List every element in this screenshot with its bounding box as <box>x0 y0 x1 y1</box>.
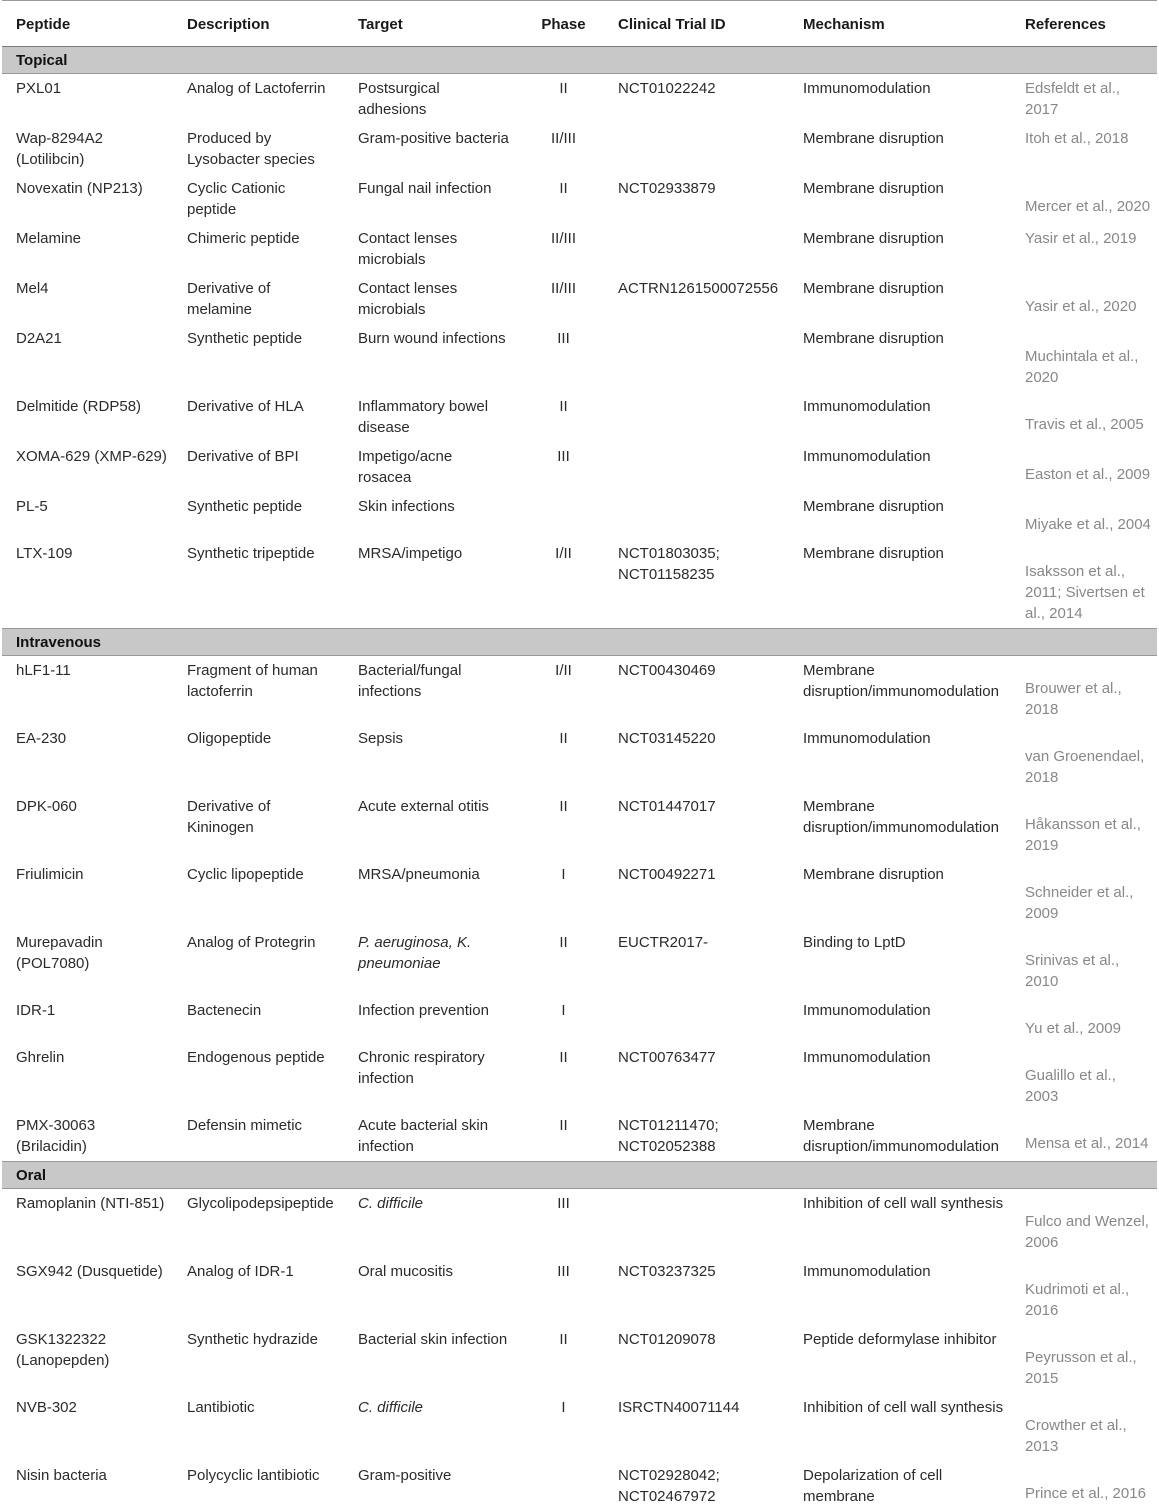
cell-peptide: Ghrelin <box>2 1043 173 1111</box>
header-references: References <box>1011 1 1157 47</box>
cell-reference <box>1011 124 1157 174</box>
cell-phase <box>515 1461 604 1511</box>
reference-text: Srinivas et al., 2010 <box>1025 950 1151 992</box>
cell-peptide: Murepavadin (POL7080) <box>2 928 173 996</box>
cell-trial-id <box>604 392 789 442</box>
reference-text: Fulco and Wenzel, 2006 <box>1025 1211 1151 1253</box>
cell-mechanism: Membrane disruption <box>789 224 1011 274</box>
reference-text: Gualillo et al., 2003 <box>1025 1065 1151 1107</box>
cell-trial-id: EUCTR2017- <box>604 928 789 996</box>
cell-mechanism: Immunomodulation <box>789 996 1011 1043</box>
cell-reference <box>1011 539 1157 629</box>
header-description: Description <box>173 1 344 47</box>
cell-target: Postsurgical adhesions <box>344 74 515 125</box>
cell-mechanism: Membrane disruption <box>789 492 1011 539</box>
reference-text: Peyrusson et al., 2015 <box>1025 1347 1151 1389</box>
table-row <box>2 1189 1157 1258</box>
table-row <box>2 928 1157 996</box>
table-row <box>2 1325 1157 1393</box>
cell-reference <box>1011 1189 1157 1258</box>
cell-trial-id: NCT00492271 <box>604 860 789 928</box>
cell-reference <box>1011 74 1157 125</box>
table-row <box>2 324 1157 392</box>
cell-reference <box>1011 1461 1157 1511</box>
cell-trial-id <box>604 124 789 174</box>
cell-description: Synthetic peptide <box>173 492 344 539</box>
cell-target: Gram-positive <box>344 1461 515 1511</box>
table-row <box>2 224 1157 274</box>
cell-mechanism: Membrane disruption <box>789 174 1011 224</box>
cell-peptide: LTX-109 <box>2 539 173 629</box>
cell-peptide: Mel4 <box>2 274 173 324</box>
header-mechanism: Mechanism <box>789 1 1011 47</box>
cell-target: Oral mucositis <box>344 1257 515 1325</box>
header-trial-id: Clinical Trial ID <box>604 1 789 47</box>
cell-target: MRSA/pneumonia <box>344 860 515 928</box>
cell-peptide: Nisin bacteria <box>2 1461 173 1511</box>
header-phase: Phase <box>515 1 604 47</box>
cell-description: Fragment of human lactoferrin <box>173 656 344 725</box>
reference-text: Easton et al., 2009 <box>1025 464 1151 485</box>
section-label: Oral <box>2 1162 1157 1189</box>
reference-text: Itoh et al., 2018 <box>1025 128 1151 149</box>
cell-phase: I <box>515 1393 604 1461</box>
cell-peptide: Friulimicin <box>2 860 173 928</box>
cell-phase: II <box>515 174 604 224</box>
table-row <box>2 1257 1157 1325</box>
cell-peptide: EA-230 <box>2 724 173 792</box>
cell-trial-id: NCT01209078 <box>604 1325 789 1393</box>
cell-description: Chimeric peptide <box>173 224 344 274</box>
cell-description: Derivative of Kininogen <box>173 792 344 860</box>
cell-phase: II <box>515 724 604 792</box>
cell-phase: III <box>515 1257 604 1325</box>
cell-target: Inflammatory bowel disease <box>344 392 515 442</box>
cell-peptide: Delmitide (RDP58) <box>2 392 173 442</box>
section-row-oral <box>2 1162 1157 1189</box>
cell-target: MRSA/impetigo <box>344 539 515 629</box>
reference-text: Miyake et al., 2004 <box>1025 514 1151 535</box>
cell-target: C. difficile <box>344 1393 515 1461</box>
cell-description: Produced by Lysobacter species <box>173 124 344 174</box>
cell-mechanism: Membrane disruption <box>789 324 1011 392</box>
reference-text: Prince et al., 2016 <box>1025 1483 1151 1504</box>
cell-reference <box>1011 928 1157 996</box>
cell-target: Contact lenses microbials <box>344 274 515 324</box>
section-row-intravenous <box>2 629 1157 656</box>
table-row <box>2 492 1157 539</box>
cell-description: Synthetic peptide <box>173 324 344 392</box>
cell-trial-id: NCT02928042; NCT02467972 <box>604 1461 789 1511</box>
cell-phase: II <box>515 1111 604 1162</box>
cell-target: Burn wound infections <box>344 324 515 392</box>
cell-trial-id: NCT01022242 <box>604 74 789 125</box>
cell-description: Lantibiotic <box>173 1393 344 1461</box>
cell-description: Analog of IDR-1 <box>173 1257 344 1325</box>
cell-reference <box>1011 1325 1157 1393</box>
cell-reference <box>1011 224 1157 274</box>
cell-trial-id: NCT00763477 <box>604 1043 789 1111</box>
table-row <box>2 1111 1157 1162</box>
cell-phase <box>515 492 604 539</box>
cell-trial-id: NCT01211470; NCT02052388 <box>604 1111 789 1162</box>
cell-target: Contact lenses microbials <box>344 224 515 274</box>
cell-mechanism: Inhibition of cell wall synthesis <box>789 1189 1011 1258</box>
table-row <box>2 724 1157 792</box>
cell-mechanism: Membrane disruption <box>789 124 1011 174</box>
reference-text: Crowther et al., 2013 <box>1025 1415 1151 1457</box>
cell-phase: II <box>515 928 604 996</box>
cell-trial-id <box>604 324 789 392</box>
cell-mechanism: Immunomodulation <box>789 1043 1011 1111</box>
cell-phase: II/III <box>515 274 604 324</box>
cell-description: Bactenecin <box>173 996 344 1043</box>
cell-phase: II <box>515 74 604 125</box>
cell-peptide: Melamine <box>2 224 173 274</box>
cell-description: Glycolipodepsipeptide <box>173 1189 344 1258</box>
table-row <box>2 74 1157 125</box>
cell-target: Impetigo/acne rosacea <box>344 442 515 492</box>
cell-phase: III <box>515 1189 604 1258</box>
reference-text: Kudrimoti et al., 2016 <box>1025 1279 1151 1321</box>
cell-target: Acute external otitis <box>344 792 515 860</box>
cell-reference <box>1011 274 1157 324</box>
cell-phase: II/III <box>515 124 604 174</box>
cell-description: Derivative of HLA <box>173 392 344 442</box>
cell-reference <box>1011 492 1157 539</box>
header-row <box>2 1 1157 47</box>
reference-text: Muchintala et al., 2020 <box>1025 346 1151 388</box>
reference-text: Schneider et al., 2009 <box>1025 882 1151 924</box>
cell-trial-id <box>604 224 789 274</box>
cell-mechanism: Membrane disruption/immunomodulation <box>789 1111 1011 1162</box>
cell-peptide: PMX-30063 (Brilacidin) <box>2 1111 173 1162</box>
cell-mechanism: Membrane disruption <box>789 539 1011 629</box>
header-peptide: Peptide <box>2 1 173 47</box>
cell-target: Sepsis <box>344 724 515 792</box>
cell-peptide: NVB-302 <box>2 1393 173 1461</box>
cell-reference <box>1011 1111 1157 1162</box>
cell-reference <box>1011 174 1157 224</box>
cell-description: Analog of Lactoferrin <box>173 74 344 125</box>
cell-reference <box>1011 996 1157 1043</box>
cell-phase: III <box>515 324 604 392</box>
cell-trial-id: NCT00430469 <box>604 656 789 725</box>
cell-peptide: PXL01 <box>2 74 173 125</box>
table-row <box>2 392 1157 442</box>
cell-reference <box>1011 1393 1157 1461</box>
cell-description: Defensin mimetic <box>173 1111 344 1162</box>
cell-target: Fungal nail infection <box>344 174 515 224</box>
table-row <box>2 174 1157 224</box>
table-row <box>2 442 1157 492</box>
cell-peptide: Wap-8294A2 (Lotilibcin) <box>2 124 173 174</box>
cell-trial-id: NCT02933879 <box>604 174 789 224</box>
cell-phase: III <box>515 442 604 492</box>
cell-reference <box>1011 392 1157 442</box>
cell-mechanism: Immunomodulation <box>789 392 1011 442</box>
peptide-table <box>2 0 1157 1511</box>
table-row <box>2 1393 1157 1461</box>
cell-target: Gram-positive bacteria <box>344 124 515 174</box>
cell-mechanism: Immunomodulation <box>789 1257 1011 1325</box>
cell-peptide: hLF1-11 <box>2 656 173 725</box>
cell-peptide: SGX942 (Dusquetide) <box>2 1257 173 1325</box>
reference-text: Mensa et al., 2014 <box>1025 1133 1151 1154</box>
reference-text: Edsfeldt et al., 2017 <box>1025 78 1151 120</box>
cell-trial-id <box>604 442 789 492</box>
cell-peptide: DPK-060 <box>2 792 173 860</box>
cell-description: Derivative of BPI <box>173 442 344 492</box>
cell-target: Acute bacterial skin infection <box>344 1111 515 1162</box>
cell-phase: I <box>515 996 604 1043</box>
cell-description: Polycyclic lantibiotic <box>173 1461 344 1511</box>
cell-peptide: IDR-1 <box>2 996 173 1043</box>
cell-peptide: PL-5 <box>2 492 173 539</box>
cell-target: Skin infections <box>344 492 515 539</box>
cell-mechanism: Peptide deformylase inhibitor <box>789 1325 1011 1393</box>
reference-text: Isaksson et al., 2011; Sivertsen et al., 2014 <box>1025 561 1151 624</box>
cell-description: Derivative of melamine <box>173 274 344 324</box>
cell-reference <box>1011 656 1157 725</box>
cell-mechanism: Membrane disruption <box>789 274 1011 324</box>
cell-description: Oligopeptide <box>173 724 344 792</box>
cell-reference <box>1011 792 1157 860</box>
cell-peptide: Novexatin (NP213) <box>2 174 173 224</box>
cell-mechanism: Immunomodulation <box>789 442 1011 492</box>
cell-target: Bacterial skin infection <box>344 1325 515 1393</box>
cell-reference <box>1011 324 1157 392</box>
reference-text: Brouwer et al., 2018 <box>1025 678 1151 720</box>
cell-trial-id <box>604 996 789 1043</box>
cell-trial-id: NCT03145220 <box>604 724 789 792</box>
table-row <box>2 1461 1157 1511</box>
section-label: Intravenous <box>2 629 1157 656</box>
cell-peptide: Ramoplanin (NTI-851) <box>2 1189 173 1258</box>
header-target: Target <box>344 1 515 47</box>
cell-description: Cyclic lipopeptide <box>173 860 344 928</box>
cell-phase: I/II <box>515 656 604 725</box>
table-row <box>2 274 1157 324</box>
section-label: Topical <box>2 47 1157 74</box>
cell-trial-id <box>604 492 789 539</box>
table-row <box>2 124 1157 174</box>
cell-trial-id <box>604 1189 789 1258</box>
cell-target: Bacterial/fungal infections <box>344 656 515 725</box>
section-row-topical <box>2 47 1157 74</box>
reference-text: Yasir et al., 2020 <box>1025 296 1151 317</box>
cell-reference <box>1011 1257 1157 1325</box>
table-row <box>2 1043 1157 1111</box>
cell-trial-id: ACTRN1261500072556 <box>604 274 789 324</box>
cell-phase: II/III <box>515 224 604 274</box>
cell-reference <box>1011 860 1157 928</box>
cell-peptide: D2A21 <box>2 324 173 392</box>
cell-trial-id: ISRCTN40071144 <box>604 1393 789 1461</box>
cell-description: Synthetic tripeptide <box>173 539 344 629</box>
cell-description: Endogenous peptide <box>173 1043 344 1111</box>
cell-mechanism: Membrane disruption/immunomodulation <box>789 656 1011 725</box>
cell-target: C. difficile <box>344 1189 515 1258</box>
cell-target: P. aeruginosa, K. pneumoniae <box>344 928 515 996</box>
cell-peptide: XOMA-629 (XMP-629) <box>2 442 173 492</box>
cell-mechanism: Depolarization of cell membrane <box>789 1461 1011 1511</box>
cell-mechanism: Inhibition of cell wall synthesis <box>789 1393 1011 1461</box>
cell-trial-id: NCT01803035; NCT01158235 <box>604 539 789 629</box>
cell-description: Cyclic Cationic peptide <box>173 174 344 224</box>
cell-trial-id: NCT03237325 <box>604 1257 789 1325</box>
cell-reference <box>1011 1043 1157 1111</box>
table-row <box>2 792 1157 860</box>
cell-mechanism: Immunomodulation <box>789 74 1011 125</box>
table-row <box>2 539 1157 629</box>
cell-target: Infection prevention <box>344 996 515 1043</box>
cell-phase: II <box>515 392 604 442</box>
cell-mechanism: Immunomodulation <box>789 724 1011 792</box>
cell-target: Chronic respiratory infection <box>344 1043 515 1111</box>
cell-phase: I <box>515 860 604 928</box>
cell-mechanism: Binding to LptD <box>789 928 1011 996</box>
reference-text: Yasir et al., 2019 <box>1025 228 1151 249</box>
reference-text: Travis et al., 2005 <box>1025 414 1151 435</box>
cell-mechanism: Membrane disruption/immunomodulation <box>789 792 1011 860</box>
cell-description: Synthetic hydrazide <box>173 1325 344 1393</box>
reference-text: Håkansson et al., 2019 <box>1025 814 1151 856</box>
cell-mechanism: Membrane disruption <box>789 860 1011 928</box>
cell-phase: II <box>515 792 604 860</box>
cell-phase: I/II <box>515 539 604 629</box>
cell-phase: II <box>515 1325 604 1393</box>
cell-reference <box>1011 724 1157 792</box>
cell-reference <box>1011 442 1157 492</box>
table-header <box>2 1 1157 47</box>
table-row <box>2 860 1157 928</box>
table-row <box>2 996 1157 1043</box>
reference-text: Yu et al., 2009 <box>1025 1018 1151 1039</box>
reference-text: Mercer et al., 2020 <box>1025 196 1151 217</box>
reference-text: van Groenendael, 2018 <box>1025 746 1151 788</box>
cell-trial-id: NCT01447017 <box>604 792 789 860</box>
table-row <box>2 656 1157 725</box>
cell-peptide: GSK1322322 (Lanopepden) <box>2 1325 173 1393</box>
cell-phase: II <box>515 1043 604 1111</box>
table-body <box>2 47 1157 1511</box>
cell-description: Analog of Protegrin <box>173 928 344 996</box>
